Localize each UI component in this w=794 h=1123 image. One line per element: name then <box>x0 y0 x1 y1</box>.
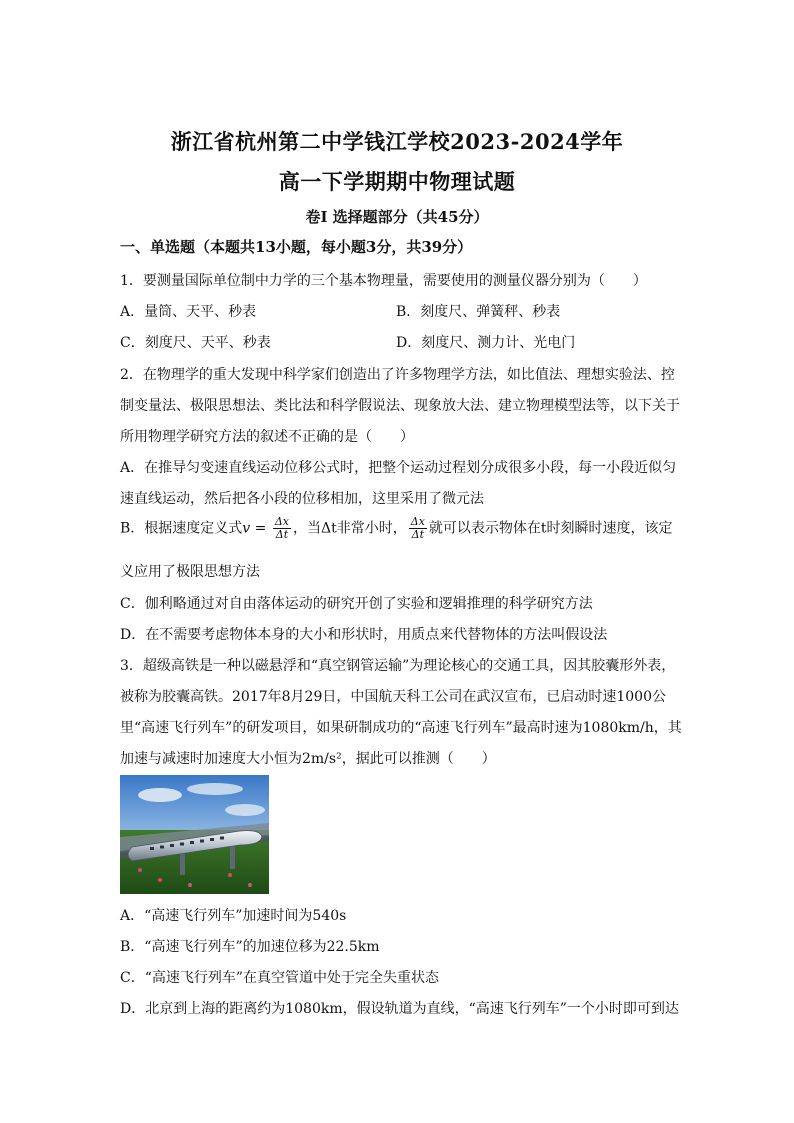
fraction-denominator: Δt <box>275 528 289 541</box>
velocity-fraction <box>273 516 291 541</box>
q3-stem-line4: 加速与减速时加速度大小恒为2m/s²，据此可以推测（ ） <box>120 751 496 767</box>
q1-option-d: D．刻度尺、测力计、光电门 <box>396 335 576 351</box>
velocity-fraction-2 <box>409 516 427 541</box>
q2-option-a-line2: 速直线运动，然后把各小段的位移相加，这里采用了微元法 <box>120 491 484 507</box>
q2-b-eq: = <box>250 520 271 537</box>
q2-stem-line3: 所用物理学研究方法的叙述不正确的是（ ） <box>120 429 414 445</box>
q2-stem-line2: 制变量法、极限思想法、类比法和科学假说法、现象放大法、建立物理模型法等，以下关于 <box>120 398 680 414</box>
q3-option-d: D．北京到上海的距离约为1080km，假设轨道为直线，“高速飞行列车”一个小时即可到达 <box>120 1001 679 1017</box>
q2-b-mid: ，当Δt非常小时， <box>293 520 407 537</box>
q2-option-b-line2: 义应用了极限思想方法 <box>120 564 260 580</box>
q2-option-b-line1 <box>120 516 673 541</box>
fraction-numerator: Δx <box>274 515 290 528</box>
fraction-numerator-2: Δx <box>410 515 425 528</box>
q3-stem-line1: 3．超级高铁是一种以磁悬浮和“真空钢管运输”为理论核心的交通工具，因其胶囊形外表， <box>120 658 676 674</box>
q3-stem-line3: 里“高速飞行列车”的研发项目，如果研制成功的“高速飞行列车”最高时速为1080km/h，其 <box>120 720 682 736</box>
q2-b-prefix: B．根据速度定义式 <box>120 520 243 537</box>
q2-stem-line1: 2．在物理学的重大发现中科学家们创造出了许多物理学方法，如比值法、理想实验法、控 <box>120 367 675 383</box>
q1-option-b: B．刻度尺、弹簧秤、秒表 <box>396 304 561 320</box>
fraction-denominator-2: Δt <box>411 528 425 541</box>
q3-option-b: B．“高速飞行列车”的加速位移为22.5km <box>120 939 380 955</box>
exam-title-line1: 浙江省杭州第二中学钱江学校2023-2024学年 <box>170 129 624 154</box>
q2-option-a-line1: A．在推导匀变速直线运动位移公式时，把整个运动过程划分成很多小段，每一小段近似匀 <box>120 460 677 476</box>
q3-option-a: A．“高速飞行列车”加速时间为540s <box>120 908 347 924</box>
q3-option-c: C．“高速飞行列车”在真空管道中处于完全失重状态 <box>120 970 440 986</box>
q3-stem-line2: 被称为胶囊高铁。2017年8月29日，中国航天科工公司在武汉宣布，已启动时速1000公 <box>120 689 666 705</box>
q1-stem: 1．要测量国际单位制中力学的三个基本物理量，需要使用的测量仪器分别为（ ） <box>120 273 647 289</box>
q2-option-c: C．伽利略通过对自由落体运动的研究开创了实验和逻辑推理的科学研究方法 <box>120 596 593 612</box>
q1-option-c: C．刻度尺、天平、秒表 <box>120 335 271 351</box>
q1-option-a: A．量筒、天平、秒表 <box>120 304 257 320</box>
hyperloop-train-image <box>120 775 269 894</box>
q2-option-d: D．在不需要考虑物体本身的大小和形状时，用质点来代替物体的方法叫假设法 <box>120 627 608 643</box>
q2-b-post: 就可以表示物体在t时刻瞬时速度，该定 <box>428 520 673 537</box>
exam-title-line2: 高一下学期期中物理试题 <box>278 169 516 194</box>
q2-b-v: v <box>242 520 251 537</box>
section-heading: 一、单选题（本题共13小题，每小题3分，共39分） <box>120 238 473 256</box>
volume-heading: 卷I 选择题部分（共45分） <box>305 208 489 226</box>
